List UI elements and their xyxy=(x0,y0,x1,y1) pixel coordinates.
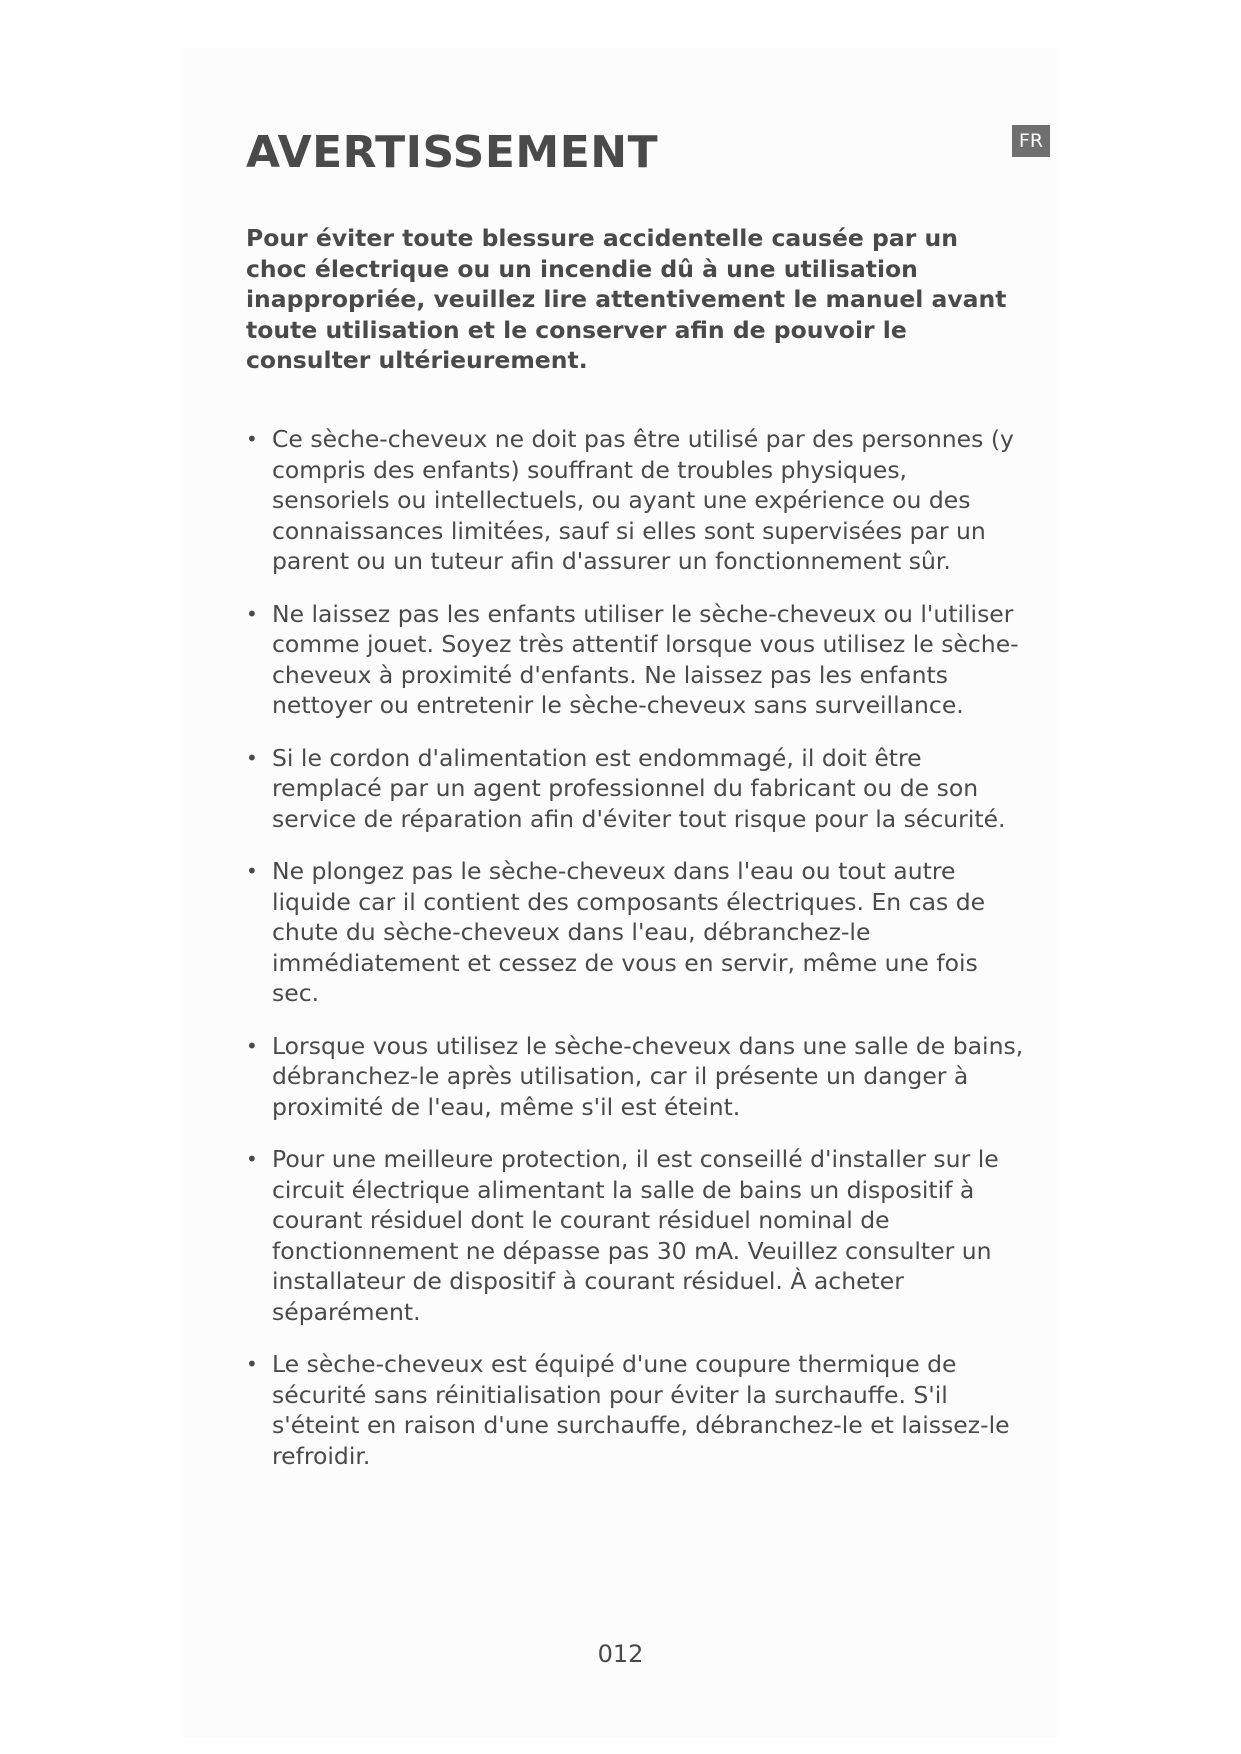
warning-text: Ne laissez pas les enfants utiliser le sèche-cheveux ou l'utiliser comme jouet. Soyez très attentif lorsque vous utilisez le sèche-cheveux à proximité d'enfants. Ne laissez pas les enfants nettoyer ou entretenir le sèche-cheveux sans surveillance. xyxy=(272,599,1019,719)
bullet-icon: • xyxy=(246,601,258,626)
warning-item xyxy=(246,743,1026,835)
warning-item xyxy=(246,856,1026,1009)
bullet-icon: • xyxy=(246,427,258,451)
warning-text: Ne plongez pas le sèche-cheveux dans l'eau ou tout autre liquide car il contient des composants électriques. En cas de chute du sèche-cheveux dans l'eau, débranchez-le immédiatement et cessez de vous en servir, même une fois sec. xyxy=(272,857,986,1007)
warning-item xyxy=(246,1031,1026,1123)
bullet-icon: • xyxy=(246,1352,258,1376)
warning-text: Pour une meilleure protection, il est conseillé d'installer sur le circuit électrique alimentant la salle de bains un dispositif à courant résiduel dont le courant résiduel nominal de fonctionnement ne dépasse pas 30 mA. Veuillez consulter un installateur de dispositif à courant résiduel. À acheter séparément. xyxy=(272,1145,999,1326)
warning-item xyxy=(246,1144,1026,1327)
warning-item xyxy=(246,599,1026,721)
warning-item xyxy=(246,424,1026,577)
intro-paragraph: Pour éviter toute blessure accidentelle causée par un choc électrique ou un incendie dû à une utilisation inappropriée, veuillez lire attentivement le manuel avant toute utilisation et le conserver afin de pouvoir le consulter ultérieurement. xyxy=(246,224,1007,374)
bullet-icon: • xyxy=(246,1033,258,1058)
bullet-icon: • xyxy=(246,745,258,770)
warning-text: Lorsque vous utilisez le sèche-cheveux dans une salle de bains, débranchez-le après utilisation, car il présente un danger à proximité de l'eau, même s'il est éteint. xyxy=(272,1031,1024,1121)
warning-list xyxy=(246,424,1026,1493)
bullet-icon: • xyxy=(246,1147,258,1171)
warning-text: Ce sèche-cheveux ne doit pas être utilisé par des personnes (y compris des enfants) souffrant de troubles physiques, sensoriels ou intellectuels, ou ayant une expérience ou des connaissances limitées, sauf si elles sont supervisées par un parent ou un tuteur afin d'assurer un fonctionnement sûr. xyxy=(272,425,1014,575)
warning-item xyxy=(246,1349,1026,1471)
bullet-icon: • xyxy=(246,859,258,883)
warning-text: Si le cordon d'alimentation est endommagé, il doit être remplacé par un agent professionnel du fabricant ou de son service de réparation afin d'éviter tout risque pour la sécurité. xyxy=(272,743,1006,833)
page-title: AVERTISSEMENT xyxy=(246,127,659,178)
warning-text: Le sèche-cheveux est équipé d'une coupure thermique de sécurité sans réinitialisation pour éviter la surchauffe. S'il s'éteint en raison d'une surchauffe, débranchez-le et laissez-le refroidir. xyxy=(272,1350,1010,1470)
page-number: 012 xyxy=(597,1640,644,1668)
language-badge: FR xyxy=(1012,125,1050,157)
